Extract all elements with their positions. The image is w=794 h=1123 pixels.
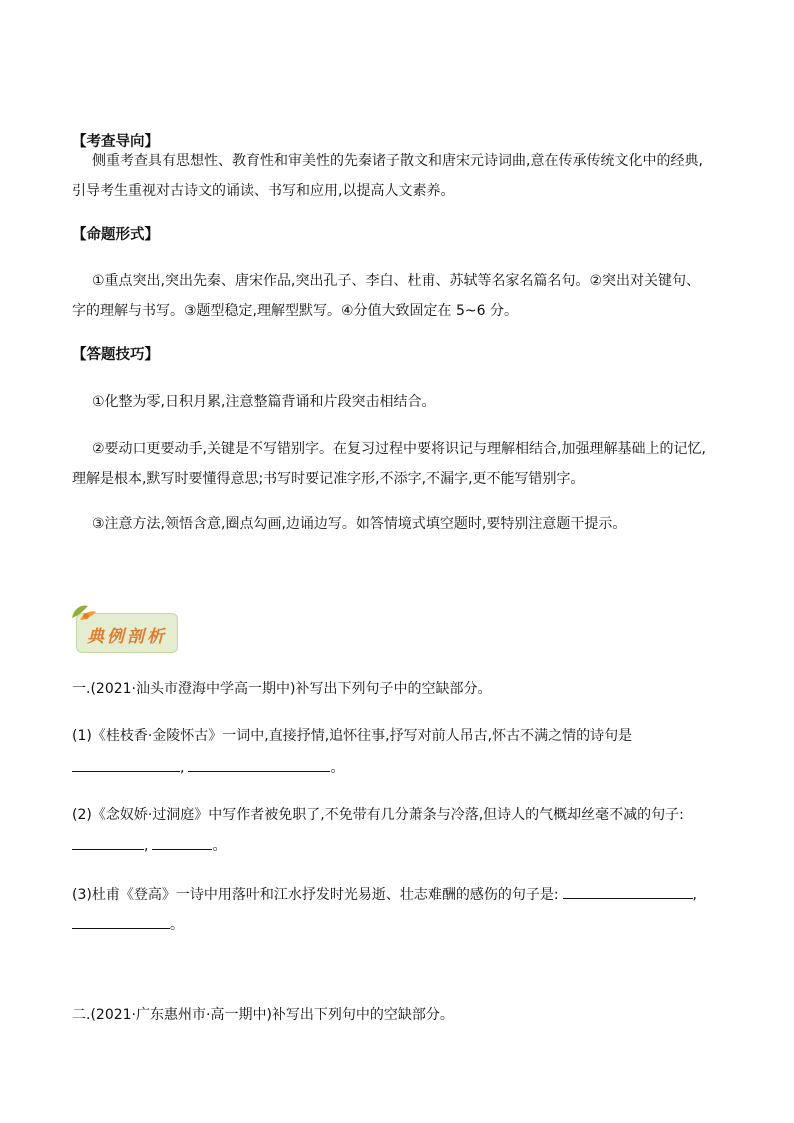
period-mark: 。 <box>330 760 345 776</box>
question-2-title: 二.(2021·广东惠州市·高一期中)补写出下列句中的空缺部分。 <box>72 1007 454 1023</box>
answer-blank[interactable] <box>152 835 212 850</box>
orientation-line-2: 引导考生重视对古诗文的诵读、书写和应用,以提高人文素养。 <box>72 183 455 199</box>
question-1-3-text <box>72 884 697 904</box>
format-line-1: ①重点突出,突出先秦、唐宋作品,突出孔子、李白、杜甫、苏轼等名家名篇名句。②突出对关键句、 <box>92 273 700 289</box>
format-line-2: 字的理解与书写。③题型稳定,理解型默写。④分值大致固定在 5~6 分。 <box>72 303 518 319</box>
comma-mark: , <box>180 760 185 776</box>
period-mark: 。 <box>212 838 227 854</box>
answer-blank[interactable] <box>563 884 693 899</box>
answer-blank[interactable] <box>188 757 330 772</box>
question-1-3-prompt: (3)杜甫《登高》一诗中用落叶和江水抒发时光易逝、壮志难酬的感伤的句子是: <box>72 887 559 903</box>
comma-mark: , <box>692 887 697 903</box>
banner-label: 典例剖析 <box>87 627 167 647</box>
answer-blank[interactable] <box>72 757 180 772</box>
heading-question-format: 【命题形式】 <box>72 227 159 243</box>
period-mark: 。 <box>170 917 184 933</box>
comma-mark: , <box>144 838 149 854</box>
heading-exam-orientation: 【考查导向】 <box>72 134 159 150</box>
tips-paragraph-2-line-2: 理解是根本,默写时要懂得意思;书写时要记准字形,不添字,不漏字,更不能写错别字。 <box>72 471 585 487</box>
orientation-line-1: 侧重考查具有思想性、教育性和审美性的先秦诸子散文和唐宋元诗词曲,意在传承传统文化中的经典, <box>92 153 703 169</box>
heading-answer-tips: 【答题技巧】 <box>72 347 159 363</box>
answer-blank[interactable] <box>72 914 170 929</box>
question-1-3-answer-line <box>72 914 184 934</box>
tips-paragraph-3: ③注意方法,领悟含意,圈点勾画,边诵边写。如答情境式填空题时,要特别注意题干提示。 <box>92 516 627 532</box>
question-1-2-answer-line <box>72 835 226 855</box>
tips-paragraph-1: ①化整为零,日积月累,注意整篇背诵和片段突击相结合。 <box>92 394 436 410</box>
tips-paragraph-2-line-1: ②要动口更要动手,关键是不写错别字。在复习过程中要将识记与理解相结合,加强理解基础上的记忆, <box>92 441 706 457</box>
answer-blank[interactable] <box>72 835 144 850</box>
leaf-icon <box>68 600 98 624</box>
question-1-title: 一.(2021·汕头市澄海中学高一期中)补写出下列句子中的空缺部分。 <box>72 681 492 697</box>
question-1-1-answer-line <box>72 757 344 777</box>
question-1-1-text: (1)《桂枝香·金陵怀古》一词中,直接抒情,追怀往事,抒写对前人吊古,怀古不满之情的诗句是 <box>72 728 633 744</box>
question-1-2-text: (2)《念奴娇·过洞庭》中写作者被免职了,不免带有几分萧条与冷落,但诗人的气概却丝毫不减的句子: <box>72 807 684 823</box>
